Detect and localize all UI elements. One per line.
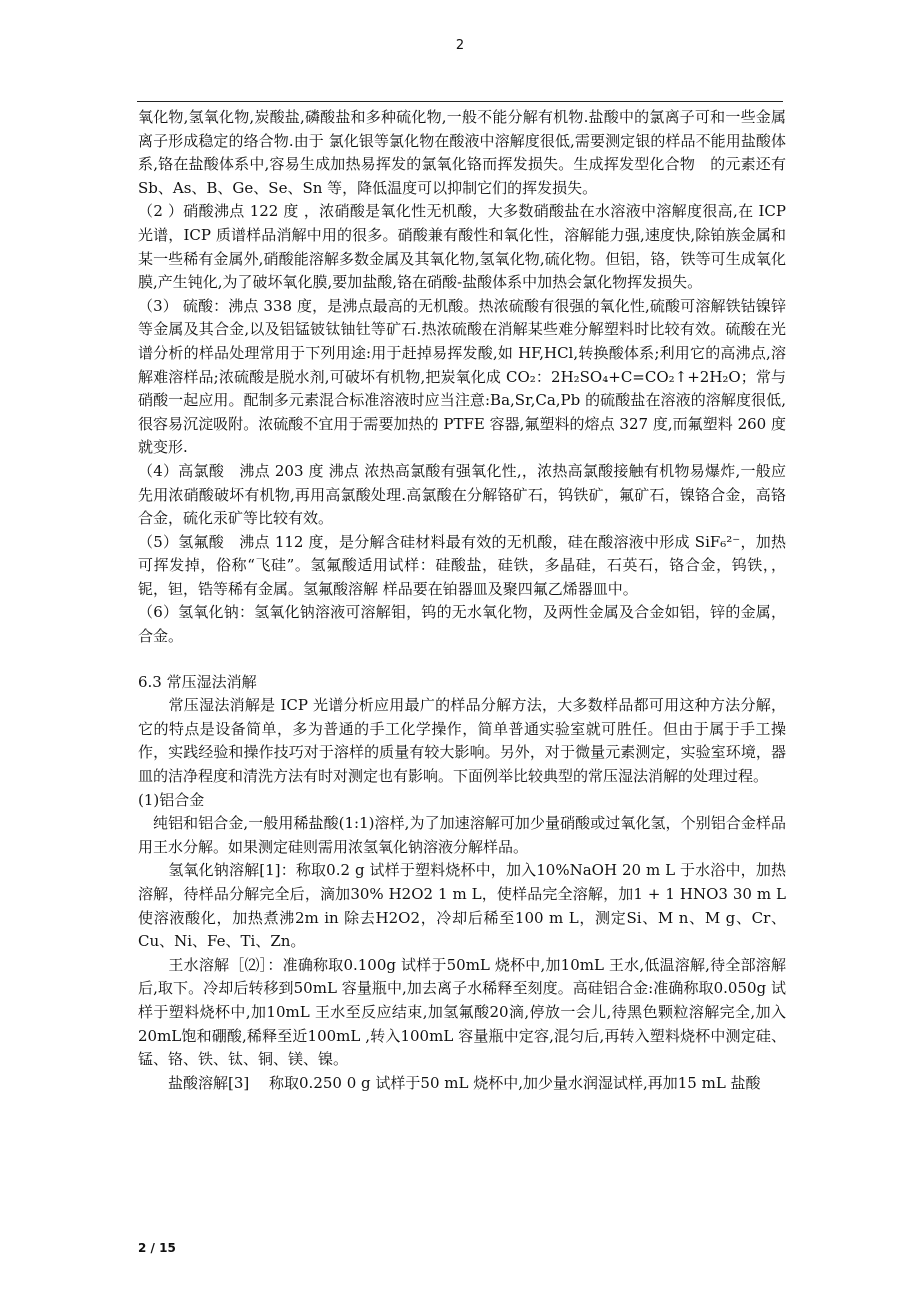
- paragraph-perchloric-acid: （4）高氯酸 沸点 203 度 沸点 浓热高氯酸有强氧化性,，浓热高氯酸接触有机物易爆炸,一般应先用浓硝酸破坏有机物,再用高氯酸处理.高氯酸在分解铬矿石，钨铁矿，氟矿石，镍铬合金，高铬合金，硫化汞矿等比较有效。: [138, 461, 786, 528]
- section-intro: 常压湿法消解是 ICP 光谱分析应用最广的样品分解方法，大多数样品都可用这种方法分解，它的特点是设备简单，多为普通的手工化学操作，简单普通实验室就可胜任。但由于属于手工操作，实践经验和操作技巧对于溶样的质量有较大影响。另外，对于微量元素测定，实验室环境，器皿的洁净程度和清洗方法有时对测定也有影响。下面例举比较典型的常压湿法消解的处理过程。: [138, 696, 786, 786]
- footer-page-indicator: 2 / 15: [138, 1241, 176, 1255]
- paragraph-hydrofluoric-acid: （5）氢氟酸 沸点 112 度，是分解含硅材料最有效的无机酸，硅在酸溶液中形成 SiF₆²⁻，加热可挥发掉，俗称“飞硅”。氢氟酸适用试样：硅酸盐，硅铁，多晶硅，石英石，铬合金，钨铁，，铌，钽，锆等稀有金属。氢氟酸溶解 样品要在铂器皿及聚四氟乙烯器皿中。: [138, 532, 786, 598]
- paragraph-aluminum-overview: 纯铝和铝合金,一般用稀盐酸(1:1)溶样,为了加速溶解可加少量硝酸或过氧化氢，个别铝合金样品用王水分解。如果测定硅则需用浓氢氧化钠溶液分解样品。: [138, 814, 786, 856]
- paragraph-sodium-hydroxide: （6）氢氧化钠：氢氧化钠溶液可溶解钼，钨的无水氧化物，及两性金属及合金如铝，锌的金属，合金。: [138, 603, 786, 646]
- sub-heading-aluminum-alloy: (1)铝合金: [138, 790, 205, 809]
- paragraph-sulfuric-acid: （3） 硫酸：沸点 338 度，是沸点最高的无机酸。热浓硫酸有很强的氧化性,硫酸可溶解铁钴镍锌等金属及其合金,以及铝锰铍钛铀钍等矿石.热浓硫酸在消解某些难分解塑料时比较有效。硫酸在光谱分析的样品处理常用于下列用途:用于赶掉易挥发酸,如 HF,HCl,转换酸体系;利用它的高沸点,溶解难溶样品;浓硫酸是脱水剂,可破坏有机物,把炭氧化成 CO₂：2H₂SO₄+C=CO₂↑+2H₂O；常与硝酸一起应用。配制多元素混合标准溶液时应当注意:Ba,Sr,Ca,Pb 的硫酸盐在溶液的溶解度很低,很容易沉淀吸附。浓硫酸不宜用于需要加热的 PTFE 容器,氟塑料的熔点 327 度,而氟塑料 260 度就变形.: [138, 296, 786, 457]
- paragraph-naoh-dissolution: 氢氧化钠溶解[1]：称取0.2 g 试样于塑料烧杯中，加入10%NaOH 20 m L 于水浴中，加热溶解，待样品分解完全后，滴加30% H2O2 1 m L，使样品完全溶解，加1 + 1 HNO3 30 m L 使溶液酸化，加热煮沸2m in 除去H2O2，冷却后稀至100 m L，测定Si、M n、M g、Cr、Cu、Ni、Fe、Ti、Zn。: [138, 861, 786, 951]
- section-heading: 6.3 常压湿法消解: [138, 672, 257, 691]
- paragraph-nitric-acid: （2 ）硝酸沸点 122 度 ，浓硝酸是氧化性无机酸，大多数硝酸盐在水溶液中溶解度很高,在 ICP 光谱，ICP 质谱样品消解中用的很多。硝酸兼有酸性和氧化性，溶解能力强,速度快,除铂族金属和某一些稀有金属外,硝酸能溶解多数金属及其氧化物,氢氧化物,硫化物。但铝，铬，铁等可生成氧化膜,产生钝化,为了破坏氧化膜,要加盐酸,铬在硝酸-盐酸体系中加热会氯化物挥发损失。: [138, 202, 786, 292]
- paragraph-hcl-dissolution: 盐酸溶解[3] 称取0.250 0 g 试样于50 mL 烧杯中,加少量水润湿试样,再加15 mL 盐酸: [138, 1073, 761, 1092]
- spacer: [138, 649, 786, 671]
- document-body: [138, 106, 786, 1095]
- header-rule: [137, 101, 783, 102]
- paragraph-aqua-regia-dissolution: 王水溶解［⑵］：准确称取0.100g 试样于50mL 烧杯中,加10mL 王水,低温溶解,待全部溶解后,取下。冷却后转移到50mL 容量瓶中,加去离子水稀释至刻度。高硅铝合金:准确称取0.050g 试样于塑料烧杯中,加10mL 王水至反应结束,加氢氟酸20滴,停放一会儿,待黑色颗粒溶解完全,加入20mL饱和硼酸,稀释至近100mL ,转入100mL 容量瓶中定容,混匀后,再转入塑料烧杯中测定硅、锰、铬、铁、钛、铜、镁、镍。: [138, 955, 786, 1069]
- header-page-number: 2: [455, 38, 465, 53]
- paragraph-hcl-continued: 氧化物,氢氧化物,炭酸盐,磷酸盐和多种硫化物,一般不能分解有机物.盐酸中的氯离子可和一些金属离子形成稳定的络合物.由于 氯化银等氯化物在酸液中溶解度很低,需要测定银的样品不能用盐酸体系,铬在盐酸体系中,容易生成加热易挥发的氯氧化铬而挥发损失。生成挥发型化合物 的元素还有 Sb、As、B、Ge、Se、Sn 等，降低温度可以抑制它们的挥发损失。: [138, 108, 786, 197]
